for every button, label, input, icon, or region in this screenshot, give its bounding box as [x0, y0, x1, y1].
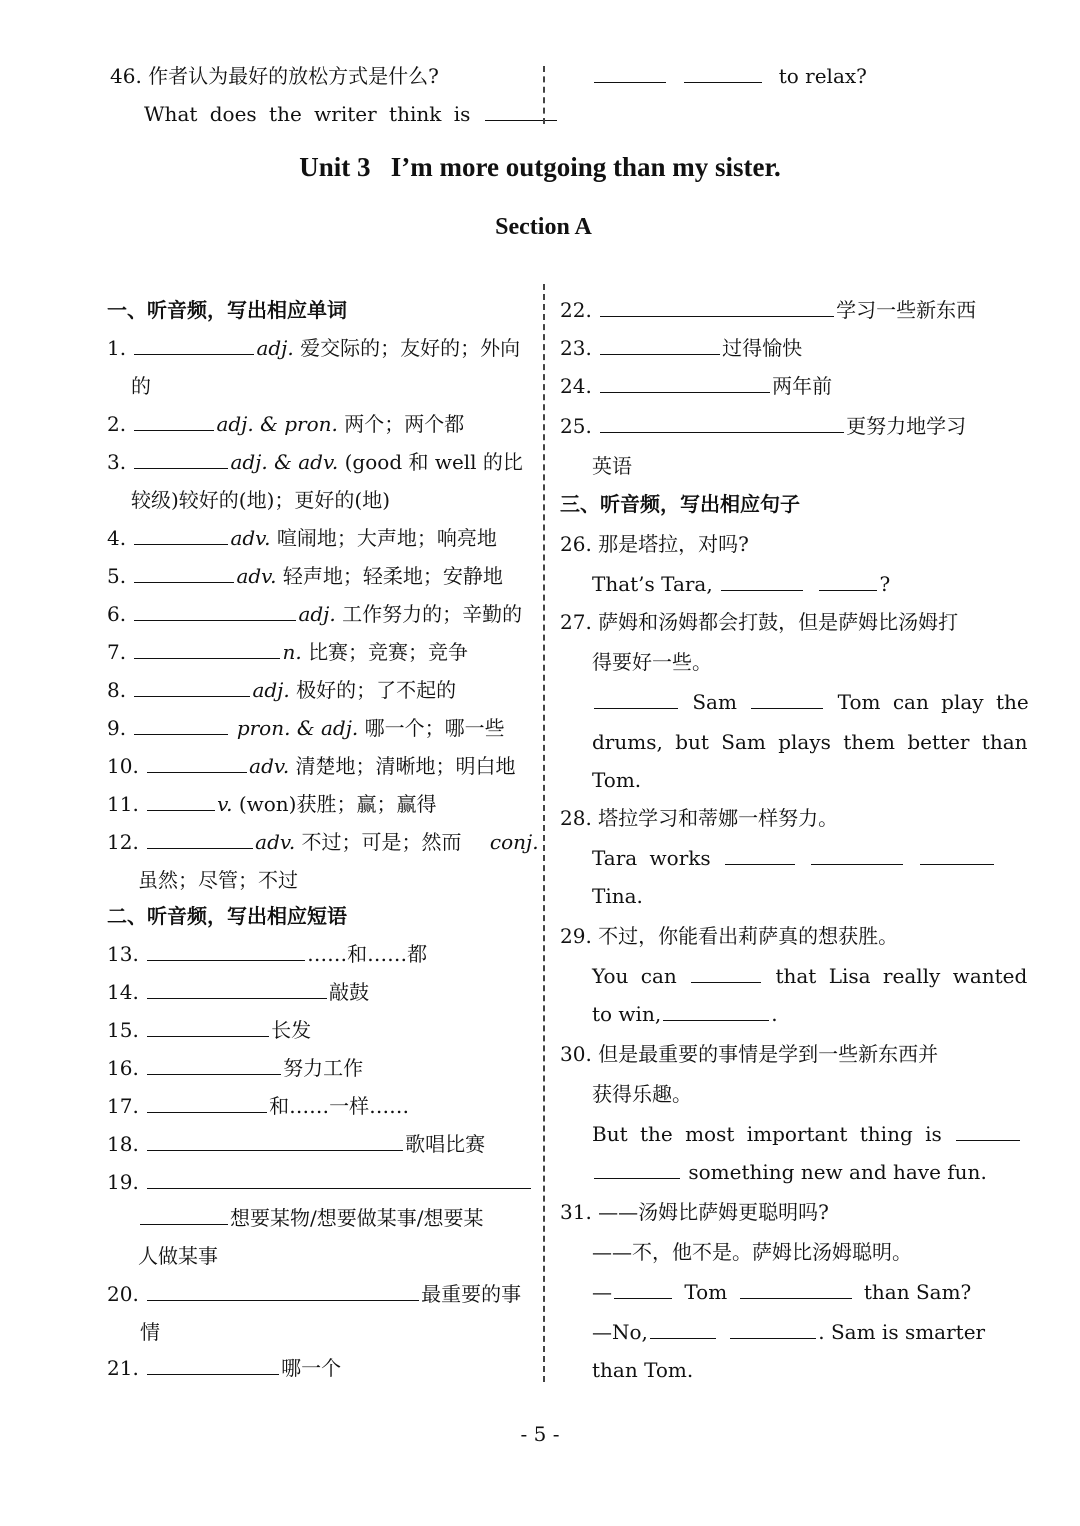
text: —No, [592, 1320, 648, 1344]
item-12-cont: 虽然；尽管；不过 [138, 868, 298, 892]
item-6 [107, 600, 522, 628]
answer-blank-31d[interactable] [730, 1318, 816, 1339]
meaning: 敲鼓 [329, 980, 370, 1004]
text: Tara works [592, 846, 711, 870]
part3-heading: 三、听音频，写出相应句子 [560, 492, 800, 516]
meaning: 两个；两个都 [344, 412, 465, 436]
answer-blank-21[interactable] [147, 1354, 279, 1375]
text: to win, [592, 1002, 662, 1026]
sentence-29-en2 [592, 1000, 778, 1028]
meaning: 喧闹地；大声地；响亮地 [276, 526, 497, 550]
text: — [592, 1280, 612, 1304]
meaning: 想要某物/想要做某事/想要某 [230, 1206, 484, 1230]
q46-blank-3[interactable] [684, 62, 762, 83]
meaning: 极好的；了不起的 [296, 678, 457, 702]
pos: adj. & pron. [216, 412, 338, 436]
phrase-20 [107, 1280, 521, 1308]
meaning: 歌唱比赛 [405, 1132, 486, 1156]
phrase-20-cont: 情 [140, 1320, 160, 1344]
item-5 [107, 562, 503, 590]
item-number: 6. [107, 602, 127, 626]
phrase-19-line2 [138, 1204, 483, 1232]
item-number: 20. [107, 1282, 139, 1306]
item-3-cont: 较级)较好的(地)；更好的(地) [131, 488, 391, 512]
sentence-30-en2 [592, 1158, 987, 1186]
meaning: 学习一些新东西 [836, 298, 977, 322]
item-number: 24. [560, 374, 592, 398]
answer-blank-29a[interactable] [691, 962, 761, 983]
phrase-15 [107, 1016, 311, 1044]
meaning: 爱交际的；友好的；外向 [300, 336, 521, 360]
meaning: 更努力地学习 [846, 414, 967, 438]
answer-blank-31a[interactable] [614, 1278, 672, 1299]
q46-cn: 46. 作者认为最好的放松方式是什么? [110, 64, 439, 88]
sentence-27-cn2: 得要好一些。 [592, 650, 712, 674]
answer-blank-19a[interactable] [147, 1168, 531, 1189]
pos: adv. [255, 830, 296, 854]
answer-blank-28b[interactable] [811, 844, 903, 865]
q46-blank-1[interactable] [485, 100, 557, 121]
pos: adj. [298, 602, 336, 626]
item-10 [107, 752, 516, 780]
answer-blank-17[interactable] [147, 1092, 267, 1113]
item-number: 15. [107, 1018, 139, 1042]
item-1-cont: 的 [131, 374, 151, 398]
item-number: 3. [107, 450, 127, 474]
text: something new and have fun. [688, 1160, 987, 1184]
meaning: 工作努力的；辛勤的 [342, 602, 523, 626]
text: that Lisa really wanted [775, 964, 1028, 988]
sentence-27-cn: 27. 萨姆和汤姆都会打鼓，但是萨姆比汤姆打 [560, 610, 959, 634]
item-number: 22. [560, 298, 592, 322]
meaning: 哪一个；哪一些 [364, 716, 505, 740]
phrase-23 [560, 334, 802, 362]
q46-en-text: What does the writer think is [144, 102, 471, 126]
answer-blank-15[interactable] [147, 1016, 269, 1037]
answer-blank-27b[interactable] [751, 688, 823, 709]
answer-blank-29b[interactable] [663, 1000, 769, 1021]
item-number: 5. [107, 564, 127, 588]
answer-blank-20[interactable] [147, 1280, 419, 1301]
item-number: 12. [107, 830, 139, 854]
item-number: 18. [107, 1132, 139, 1156]
text: . [771, 1002, 778, 1026]
item-number: 16. [107, 1056, 139, 1080]
sentence-27-en3: Tom. [592, 768, 642, 792]
answer-blank-16[interactable] [147, 1054, 281, 1075]
phrase-17 [107, 1092, 409, 1120]
meaning: 不过；可是；然而 [301, 830, 462, 854]
answer-blank-6[interactable] [134, 600, 296, 621]
pos: adv. [230, 526, 271, 550]
phrase-19-cont: 人做某事 [138, 1244, 218, 1268]
item-number: 1. [107, 336, 127, 360]
q46-en [144, 100, 559, 128]
pos2: conj. [489, 830, 539, 854]
meaning: ……和……都 [307, 942, 428, 966]
item-2 [107, 410, 464, 438]
answer-blank-10[interactable] [147, 752, 247, 773]
answer-blank-26b[interactable] [819, 570, 877, 591]
text: You can [592, 964, 677, 988]
sentence-28-en [592, 844, 996, 872]
sentence-29-cn: 29. 不过，你能看出莉萨真的想获胜。 [560, 924, 899, 948]
item-8 [107, 676, 456, 704]
q46-en-right [592, 62, 867, 90]
phrase-25-cont: 英语 [592, 454, 632, 478]
answer-blank-1[interactable] [134, 334, 254, 355]
answer-blank-30a[interactable] [956, 1120, 1020, 1141]
phrase-19 [107, 1168, 533, 1196]
text: Tom can play the [837, 690, 1029, 714]
text: Sam [692, 690, 737, 714]
text: That’s Tara, [592, 572, 713, 596]
item-number: 13. [107, 942, 139, 966]
meaning: 和……一样…… [269, 1094, 410, 1118]
item-number: 19. [107, 1170, 139, 1194]
meaning: 过得愉快 [722, 336, 803, 360]
column-divider [543, 284, 545, 1382]
answer-blank-14[interactable] [147, 978, 327, 999]
answer-blank-27a[interactable] [594, 688, 678, 709]
part1-heading: 一、听音频，写出相应单词 [107, 298, 347, 322]
item-12 [107, 828, 539, 856]
part2-heading: 二、听音频，写出相应短语 [107, 904, 347, 928]
pos: adj. & adv. [230, 450, 339, 474]
q46-right-text: to relax? [778, 64, 867, 88]
phrase-13 [107, 940, 427, 968]
sentence-28-en2: Tina. [592, 884, 643, 908]
item-number: 25. [560, 414, 592, 438]
page-number: - 5 - [520, 1422, 560, 1446]
item-11 [107, 790, 436, 818]
answer-blank-11[interactable] [147, 790, 215, 811]
item-number: 11. [107, 792, 139, 816]
pos: adj. [256, 336, 294, 360]
section-title: Section A [495, 214, 592, 240]
answer-blank-4[interactable] [134, 524, 228, 545]
meaning: 两年前 [772, 374, 833, 398]
meaning: (good 和 well 的比 [344, 450, 523, 474]
item-number: 14. [107, 980, 139, 1004]
answer-blank-28a[interactable] [725, 844, 795, 865]
text: ? [879, 572, 891, 596]
sentence-30-cn2: 获得乐趣。 [592, 1082, 692, 1106]
meaning: 轻声地；轻柔地；安静地 [282, 564, 503, 588]
meaning: 努力工作 [283, 1056, 364, 1080]
text: Tom [684, 1280, 728, 1304]
sentence-28-cn: 28. 塔拉学习和蒂娜一样努力。 [560, 806, 839, 830]
phrase-16 [107, 1054, 363, 1082]
sentence-31-en3: than Tom. [592, 1358, 694, 1382]
answer-blank-26a[interactable] [721, 570, 803, 591]
sentence-31-en2 [592, 1318, 985, 1346]
item-number: 10. [107, 754, 139, 778]
answer-blank-23[interactable] [600, 334, 720, 355]
answer-blank-25[interactable] [600, 412, 844, 433]
sentence-27-en2: drums, but Sam plays them better than [592, 730, 1028, 754]
item-number: 2. [107, 412, 127, 436]
answer-blank-24[interactable] [600, 372, 770, 393]
item-number: 21. [107, 1356, 139, 1380]
sentence-26-en [592, 570, 890, 598]
answer-blank-9[interactable] [134, 714, 228, 735]
pos: adv. [236, 564, 277, 588]
answer-blank-13[interactable] [147, 940, 305, 961]
sentence-31-cn2: ——不，他不是。萨姆比汤姆聪明。 [592, 1240, 912, 1264]
item-9 [107, 714, 505, 742]
text: But the most important thing is [592, 1122, 942, 1146]
sentence-30-cn: 30. 但是最重要的事情是学到一些新东西并 [560, 1042, 939, 1066]
item-number: 23. [560, 336, 592, 360]
phrase-21 [107, 1354, 341, 1382]
answer-blank-19b[interactable] [140, 1204, 228, 1225]
meaning: 清楚地；清晰地；明白地 [295, 754, 516, 778]
sentence-29-en [592, 962, 1027, 990]
item-number: 9. [107, 716, 127, 740]
item-number: 7. [107, 640, 127, 664]
answer-blank-31b[interactable] [740, 1278, 852, 1299]
pos: adv. [249, 754, 290, 778]
item-7 [107, 638, 468, 666]
sentence-31-en1 [592, 1278, 971, 1306]
answer-blank-18[interactable] [147, 1130, 403, 1151]
phrase-24 [560, 372, 832, 400]
phrase-18 [107, 1130, 485, 1158]
answer-blank-31c[interactable] [650, 1318, 716, 1339]
answer-blank-8[interactable] [134, 676, 250, 697]
answer-blank-3[interactable] [134, 448, 228, 469]
answer-blank-7[interactable] [134, 638, 280, 659]
text: . Sam is smarter [818, 1320, 986, 1344]
phrase-14 [107, 978, 369, 1006]
answer-blank-30b[interactable] [594, 1158, 680, 1179]
phrase-25 [560, 412, 966, 440]
pos: pron. & adj. [236, 716, 359, 740]
answer-blank-12[interactable] [147, 828, 253, 849]
meaning: (won)获胜；赢；赢得 [238, 792, 437, 816]
item-1 [107, 334, 520, 362]
q46-blank-2[interactable] [594, 62, 666, 83]
answer-blank-2[interactable] [134, 410, 214, 431]
phrase-22 [560, 296, 976, 324]
pos: n. [282, 640, 302, 664]
pos: adj. [252, 678, 290, 702]
answer-blank-5[interactable] [134, 562, 234, 583]
meaning: 最重要的事 [421, 1282, 522, 1306]
sentence-26-cn: 26. 那是塔拉，对吗? [560, 532, 749, 556]
item-number: 8. [107, 678, 127, 702]
top-divider [543, 66, 545, 124]
text: than Sam? [863, 1280, 972, 1304]
sentence-27-en1 [592, 688, 1029, 716]
item-number: 17. [107, 1094, 139, 1118]
pos: v. [217, 792, 233, 816]
meaning: 哪一个 [281, 1356, 342, 1380]
unit-title: Unit 3 I’m more outgoing than my sister. [299, 152, 781, 182]
meaning: 比赛；竞赛；竞争 [308, 640, 469, 664]
answer-blank-22[interactable] [600, 296, 834, 317]
item-4 [107, 524, 497, 552]
sentence-30-en [592, 1120, 1022, 1148]
sentence-31-cn: 31. ——汤姆比萨姆更聪明吗? [560, 1200, 829, 1224]
meaning: 长发 [271, 1018, 312, 1042]
answer-blank-28c[interactable] [920, 844, 994, 865]
item-3 [107, 448, 523, 476]
item-number: 4. [107, 526, 127, 550]
